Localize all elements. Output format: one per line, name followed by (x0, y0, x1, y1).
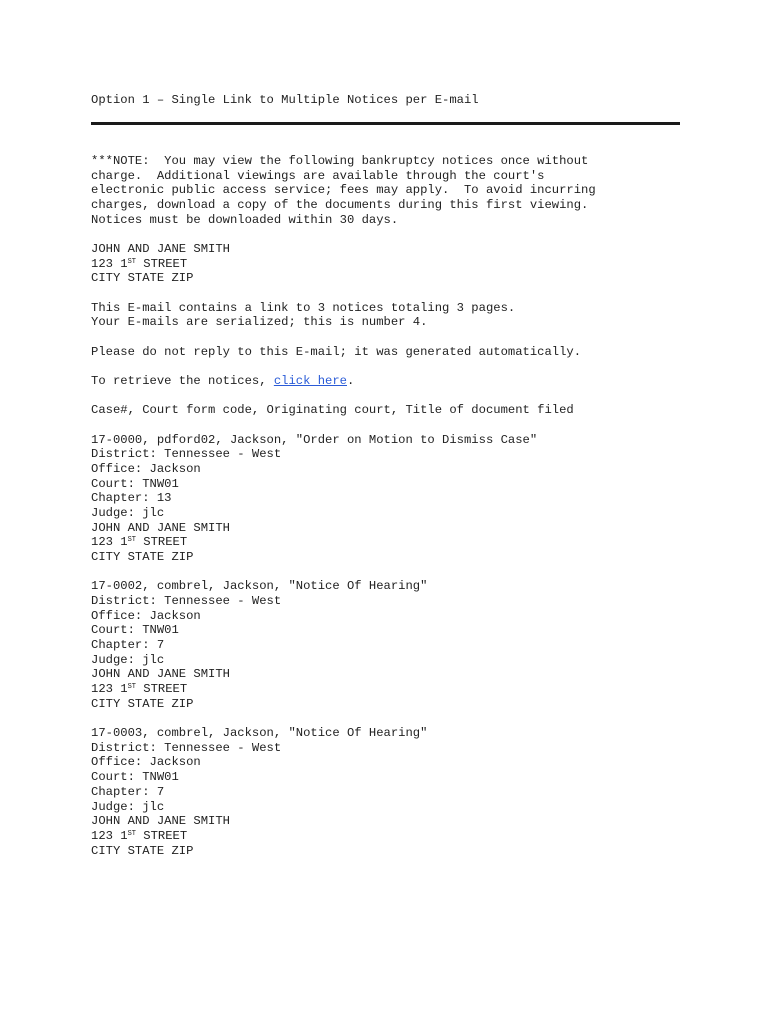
document-title: Option 1 – Single Link to Multiple Notices per E-mail (91, 93, 479, 107)
notice-judge: Judge: jlc (91, 652, 165, 667)
notice-chapter: Chapter: 7 (91, 638, 165, 653)
summary-line: This E-mail contains a link to 3 notices totaling 3 pages. (91, 300, 516, 315)
notice-district: District: Tennessee - West (91, 740, 282, 755)
address-city: CITY STATE ZIP (91, 271, 194, 286)
notice-office: Office: Jackson (91, 461, 201, 476)
click-here-link[interactable]: click here (273, 373, 347, 388)
notice-chapter: Chapter: 13 (91, 491, 172, 506)
notice-block (91, 579, 691, 711)
note-line: electronic public access service; fees may apply. To avoid incurring (91, 183, 596, 198)
notice-judge: Judge: jlc (91, 505, 165, 520)
note-line: ***NOTE: You may view the following bankruptcy notices once without (91, 154, 589, 168)
recipient-address (91, 242, 691, 286)
note-line: charges, download a copy of the documents during this first viewing. (91, 198, 589, 213)
notice-header: 17-0000, pdford02, Jackson, "Order on Motion to Dismiss Case" (91, 432, 538, 447)
address-name: JOHN AND JANE SMITH (91, 242, 230, 257)
note-line: charge. Additional viewings are available through the court's (91, 168, 545, 183)
email-body (91, 154, 691, 858)
note-paragraph (91, 154, 691, 227)
notice-chapter: Chapter: 7 (91, 784, 165, 799)
address-street: 123 1ST STREET (91, 256, 188, 271)
notice-court: Court: TNW01 (91, 476, 179, 491)
summary-line: Your E-mails are serialized; this is number 4. (91, 315, 428, 330)
notice-block (91, 726, 691, 858)
notice-block (91, 433, 691, 565)
notice-office: Office: Jackson (91, 608, 201, 623)
address-street: 123 1ST STREET (91, 535, 188, 550)
note-line: Notices must be downloaded within 30 days. (91, 212, 399, 227)
address-street: 123 1ST STREET (91, 682, 188, 697)
notice-office: Office: Jackson (91, 755, 201, 770)
retrieve-line: To retrieve the notices, click here. (91, 373, 355, 388)
address-name: JOHN AND JANE SMITH (91, 667, 230, 682)
address-name: JOHN AND JANE SMITH (91, 520, 230, 535)
columns-header: Case#, Court form code, Originating court, Title of document filed (91, 403, 574, 418)
address-city: CITY STATE ZIP (91, 550, 194, 564)
address-city: CITY STATE ZIP (91, 843, 194, 858)
notice-district: District: Tennessee - West (91, 447, 282, 462)
summary-paragraph (91, 301, 691, 330)
address-name: JOHN AND JANE SMITH (91, 814, 230, 829)
notice-court: Court: TNW01 (91, 623, 179, 638)
notice-district: District: Tennessee - West (91, 593, 282, 608)
notice-judge: Judge: jlc (91, 799, 165, 814)
address-street: 123 1ST STREET (91, 828, 188, 843)
notice-header: 17-0003, combrel, Jackson, "Notice Of Hearing" (91, 726, 428, 741)
no-reply-text: Please do not reply to this E-mail; it was generated automatically. (91, 344, 582, 359)
notice-header: 17-0002, combrel, Jackson, "Notice Of Hearing" (91, 579, 428, 594)
title-divider (91, 122, 680, 125)
address-city: CITY STATE ZIP (91, 696, 194, 711)
notice-court: Court: TNW01 (91, 770, 179, 785)
